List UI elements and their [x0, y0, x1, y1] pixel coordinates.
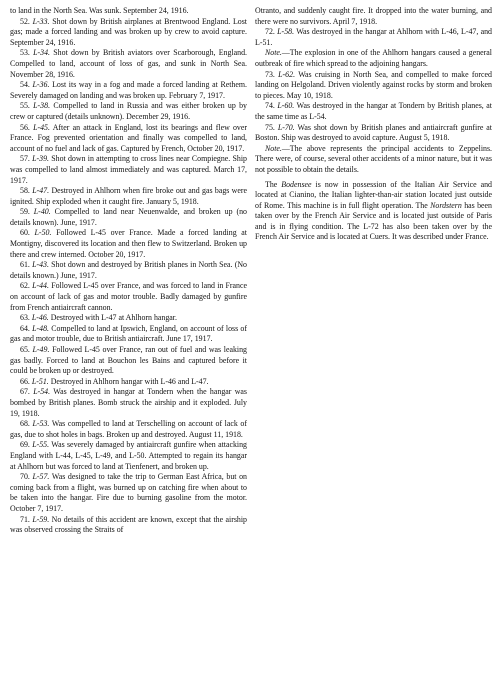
- airship-label: L-54.: [33, 387, 51, 397]
- airship-label: L-33.: [32, 16, 50, 26]
- entry-paragraph: [10, 6, 247, 17]
- entry-text: Was shot down by British planes and antiaircraft gunfire at Boston. Ship was destroyed to avoid capture. August 5, 1918.: [255, 122, 492, 143]
- entry-paragraph: [10, 419, 247, 440]
- entry-paragraph: [10, 228, 247, 260]
- airship-label: L-39.: [32, 154, 50, 164]
- airship-label: L-38.: [33, 101, 51, 111]
- entry-text: Followed L-45 over France, and was forced to land in France on account of lack of gas and motor trouble. Badly damaged by gunfire from French antiaircraft cannon.: [10, 281, 247, 312]
- entry-text: Was destroyed in hangar at Tondern when the hangar was bombed by British planes. Bomb struck the airship and it exploded. July 19, 1918.: [10, 387, 247, 418]
- entry-text: No details of this accident are known, except that the airship was observed crossing the Straits of: [10, 514, 247, 535]
- entry-text: Was severely damaged by antiaircraft gunfire when attacking England with L-44, L-45, L-49, and L-50. Attempted to regain its hangar at Ahlhorn but was forced to land at Tienfenert, and broken up.: [10, 440, 247, 471]
- airship-label: L-60.: [277, 101, 295, 111]
- entry-paragraph: [10, 17, 247, 49]
- entry-text: After an attack in England, lost its bearings and flew over France. Fog prevented orientation and finally was compelled to land, account of no fuel and lack of gas. Captured by French, October 20, 1917.: [10, 122, 247, 153]
- entry-paragraph: [10, 387, 247, 419]
- entry-paragraph: [10, 207, 247, 228]
- entry-text: Followed L-45 over France. Made a forced landing at Montigny, discovered its location and then flew to Switzerland. Broken up there and crew interned. October 20, 1917.: [10, 228, 247, 259]
- entry-number: 73.: [265, 69, 275, 79]
- entry-paragraph: [255, 6, 492, 27]
- airship-label: L-43.: [32, 260, 49, 270]
- airship-label: L-70.: [277, 122, 295, 132]
- entry-number: 53.: [20, 48, 30, 58]
- entry-number: 69.: [20, 440, 30, 450]
- entry-text: —The explosion in one of the Ahlhorn hangars caused a general outbreak of fire which spread to the adjoining hangars.: [255, 48, 492, 68]
- airship-label: L-46.: [31, 313, 49, 323]
- ship-name: Nordstern: [430, 200, 462, 210]
- entry-number: 65.: [20, 345, 30, 354]
- entry-number: 59.: [20, 207, 30, 217]
- entry-paragraph: [10, 515, 247, 536]
- entry-number: 64.: [20, 323, 30, 333]
- entry-number: 74.: [265, 101, 275, 111]
- airship-label: L-40.: [33, 207, 51, 217]
- entry-paragraph: [255, 48, 492, 69]
- entry-text: Lost its way in a fog and made a forced landing at Rethem. Severely damaged on landing and was broken up. February 7, 1917.: [10, 80, 247, 100]
- airship-label: L-58.: [277, 27, 295, 37]
- entry-number: 71.: [20, 514, 30, 524]
- entry-paragraph: [10, 377, 247, 388]
- entry-text: Was designed to take the trip to German East Africa, but on coming back from a flight, was burned up on catching fire when about to be taken into the hangar. Fire due to burning gasoline from the motor. October 7, 1917.: [10, 472, 247, 513]
- airship-label: L-47.: [32, 186, 50, 196]
- entry-text: to land in the North Sea. Was sunk. September 24, 1916.: [10, 6, 189, 15]
- entry-paragraph: [255, 27, 492, 48]
- entry-number: 63.: [20, 313, 30, 323]
- entry-text: Was destroyed in the hangar at Tondern by British planes, at the same time as L-54.: [255, 101, 492, 121]
- entry-paragraph: [10, 281, 247, 313]
- airship-label: L-51.: [31, 376, 49, 386]
- entry-number: 55.: [20, 101, 30, 111]
- entry-number: 54.: [20, 80, 30, 90]
- entry-paragraph: [10, 186, 247, 207]
- entry-number: 72.: [265, 27, 275, 37]
- entry-paragraph: [10, 313, 247, 324]
- entry-text: The: [265, 179, 282, 189]
- entry-paragraph: [10, 472, 247, 514]
- entry-text: Compelled to land in Russia and was either broken up by crew or captured (details unknown). December 29, 1916.: [10, 101, 247, 121]
- airship-label: L-44.: [32, 281, 49, 291]
- airship-label: L-59.: [32, 514, 50, 524]
- entry-text: Destroyed with L-47 at Ahlhorn hangar.: [50, 313, 177, 323]
- entry-paragraph: [10, 324, 247, 345]
- entry-paragraph: [255, 144, 492, 176]
- entry-paragraph: [10, 345, 247, 377]
- entry-paragraph: [10, 101, 247, 122]
- entry-paragraph: [10, 48, 247, 80]
- entry-paragraph: [10, 440, 247, 472]
- entry-text: —The above represents the principal accidents to Zeppelins. There were, of course, several other accidents of a minor nature, but it was not possible to obtain the details.: [255, 143, 492, 174]
- entry-paragraph: [10, 123, 247, 155]
- entry-text: Compelled to land at Ipswich, England, on account of loss of gas and motor trouble, due to British antiaircraft. June 17, 1917.: [10, 323, 247, 344]
- entry-text: Destroyed in Ahlhorn when fire broke out and gas bags were ignited. Ship exploded when it caught fire. January 5, 1918.: [10, 186, 247, 206]
- airship-label: Note.: [265, 143, 282, 153]
- airship-label: L-55.: [32, 440, 50, 450]
- entry-text: Shot down and destroyed by British planes in North Sea. (No details known.) June, 1917.: [10, 260, 247, 280]
- entry-text: has been taken over by the French Air Service and is located just outside of Paris and is in flying condition. The L-72 has also been taken over by the French Air Service and is located at Cuers. It was described under France.: [255, 200, 492, 242]
- entry-number: 57.: [20, 154, 30, 164]
- entry-number: 52.: [20, 16, 30, 26]
- airship-label: L-49.: [32, 345, 50, 354]
- entry-text: Was cruising in North Sea, and compelled to make forced landing on Helgoland. Driven violently against rocks by storm and broken to pieces. May 10, 1918.: [255, 69, 492, 100]
- left-column: [10, 6, 247, 693]
- entry-paragraph: [10, 260, 247, 281]
- entry-text: Shot down by British airplanes at Brentwood England. Lost gas; made a forced landing and was broken up by crew to avoid capture. September 24, 1916.: [10, 16, 247, 47]
- airship-label: L-48.: [32, 323, 50, 333]
- entry-paragraph: [10, 154, 247, 186]
- entry-text: is now in possession of the Italian Air Service and located at Cianino, the Italian lighter-than-air station located just outside of Rome. This machine is in full flight operation. The: [255, 179, 492, 210]
- airship-label: L-36.: [32, 80, 50, 90]
- entry-number: 56.: [20, 122, 30, 132]
- airship-label: Note.: [265, 48, 282, 58]
- entry-text: Followed L-45 over France, ran out of fuel and was leaking gas badly. Forced to land at Bouchon les Bains and captured before it could be broken up or destroyed.: [10, 345, 247, 376]
- entry-text: Otranto, and suddenly caught fire. It dropped into the water burning, and there were no survivors. April 7, 1918.: [255, 6, 492, 26]
- entry-number: 67.: [20, 387, 30, 397]
- entry-number: 58.: [20, 186, 30, 196]
- entry-text: Shot down by British aviators over Scarborough, England. Compelled to land, account of loss of gas, and sunk in North Sea. November 28, 1916.: [10, 48, 248, 79]
- airship-label: L-45.: [33, 122, 50, 132]
- airship-label: L-53.: [32, 419, 50, 429]
- right-column: [255, 6, 492, 693]
- entry-number: 61.: [20, 260, 30, 270]
- entry-number: 66.: [20, 376, 30, 386]
- airship-label: L-50.: [34, 228, 52, 238]
- ship-name: Bodensee: [281, 179, 312, 189]
- entry-number: 75.: [265, 122, 275, 132]
- entry-number: 70.: [20, 472, 30, 482]
- entry-paragraph: [255, 70, 492, 102]
- entry-paragraph: [255, 123, 492, 144]
- entry-number: 60.: [20, 228, 30, 238]
- airship-label: L-34.: [33, 48, 51, 58]
- airship-label: L-62.: [278, 69, 296, 79]
- entry-text: Was compelled to land at Terschelling on account of lack of gas, due to shot holes in bags. Broken up and destroyed. August 11, 1918.: [10, 419, 247, 439]
- entry-text: Was destroyed in the hangar at Ahlhorn with L-46, L-47, and L-51.: [255, 27, 492, 47]
- entry-text: Destroyed in Ahlhorn hangar with L-46 and L-47.: [50, 376, 209, 386]
- entry-number: 62.: [20, 281, 30, 291]
- entry-text: Shot down in attempting to cross lines near Compiegne. Ship was compelled to land almost immediately and was captured. March 17, 1917.: [10, 154, 247, 185]
- entry-paragraph: [255, 101, 492, 122]
- entry-text: Compelled to land near Neuenwalde, and broken up (no details known). June, 1917.: [10, 207, 247, 227]
- airship-label: L-57.: [32, 472, 50, 482]
- entry-paragraph: [255, 180, 492, 244]
- entry-number: 68.: [20, 419, 30, 429]
- entry-paragraph: [10, 80, 247, 101]
